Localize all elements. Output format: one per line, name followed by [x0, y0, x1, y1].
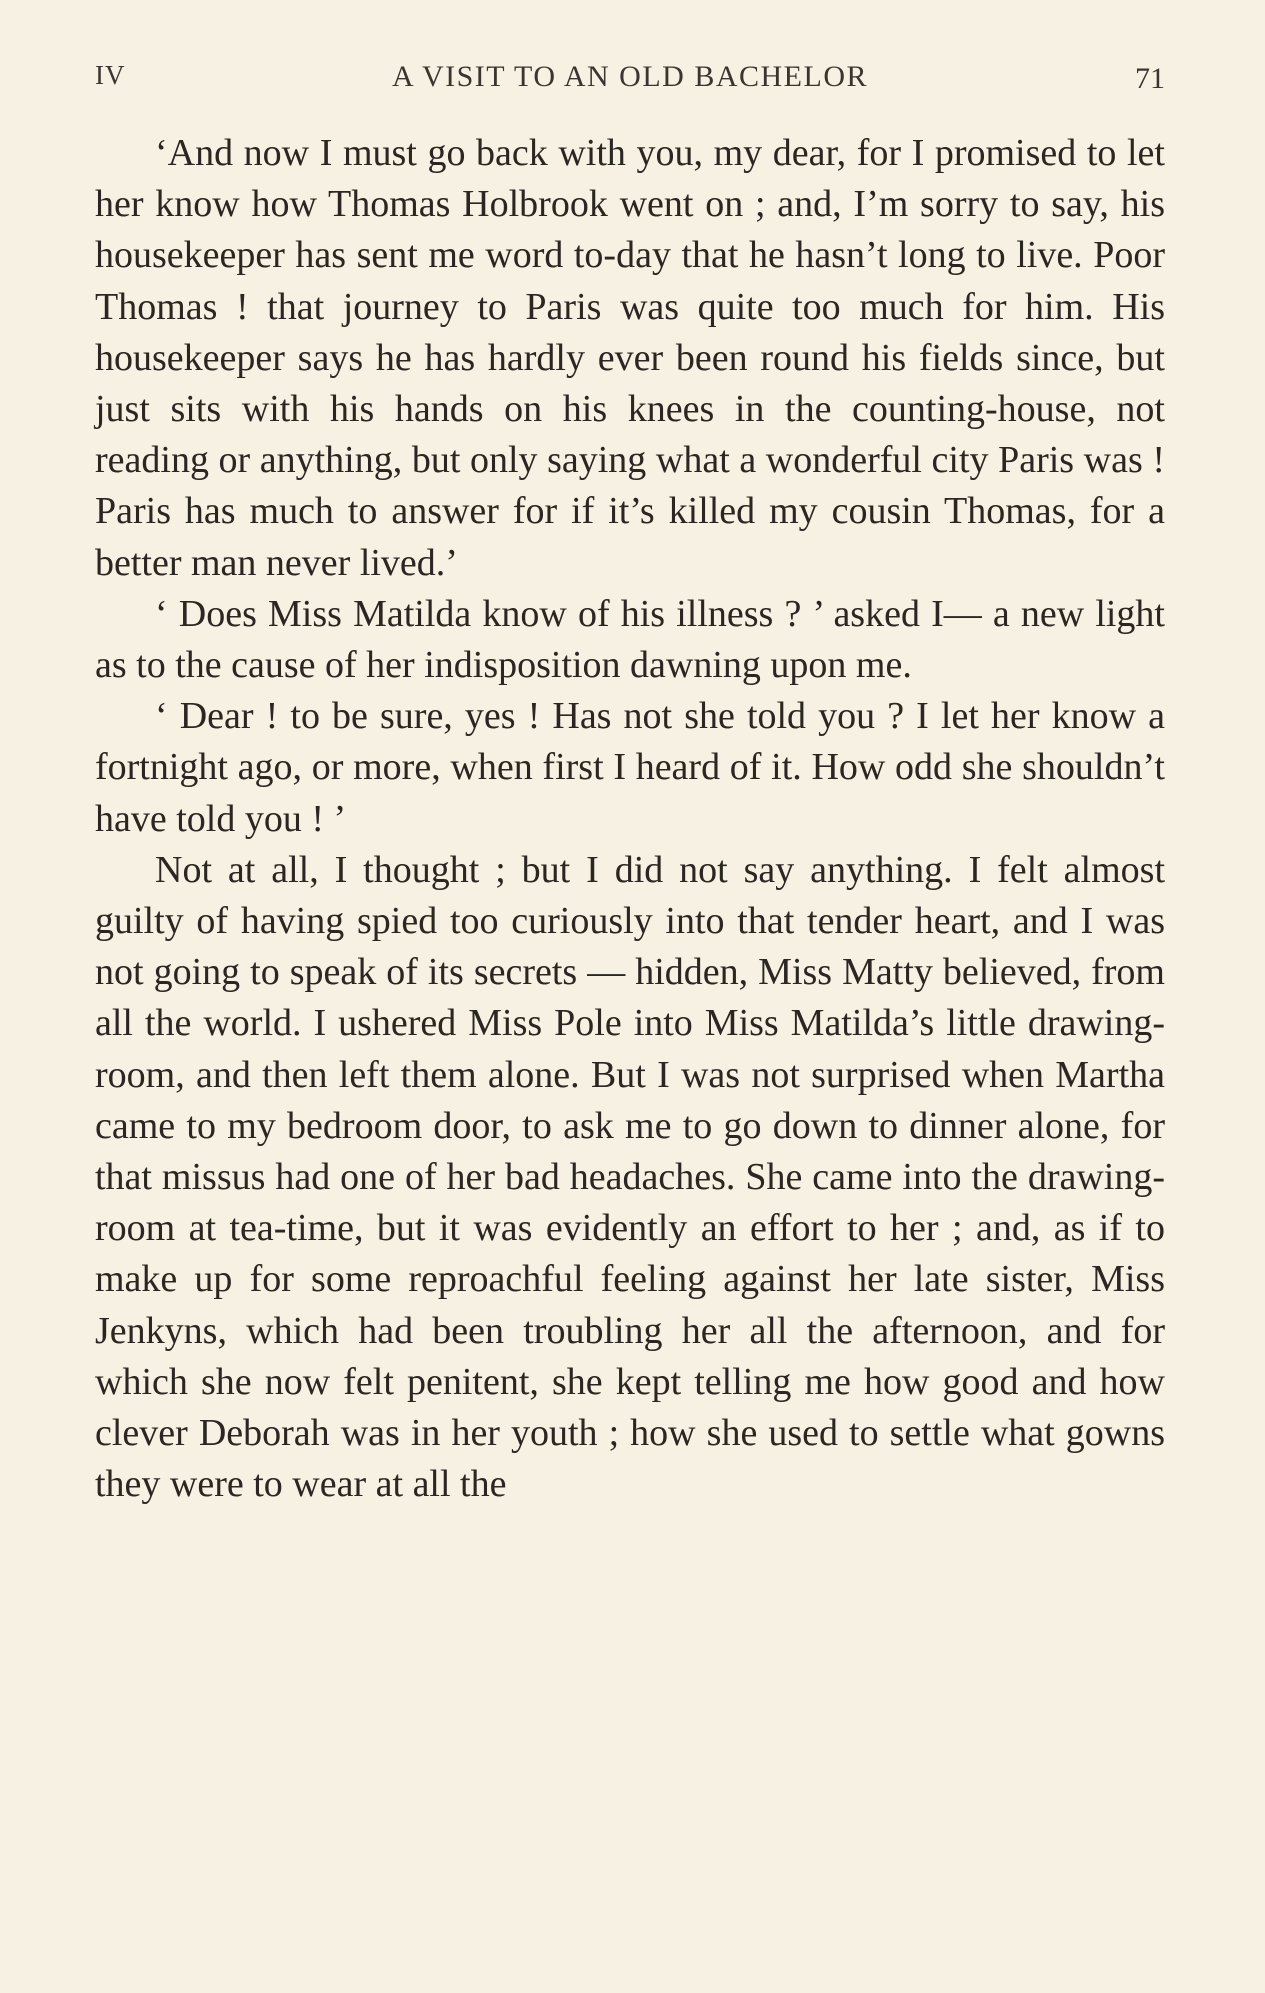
body-text: [95, 128, 1165, 1510]
paragraph: ‘ Dear ! to be sure, yes ! Has not she told you ? I let her know a fortnight ago, or more, when first I heard of it. How odd she shouldn’t have told you ! ’: [95, 695, 1165, 840]
paragraph: ‘And now I must go back with you, my dear, for I promised to let her know how Thomas Holbrook went on ; and, I’m sorry to say, his housekeeper has sent me word to-day that he hasn’t long to live. Poor Thomas ! that journey to Paris was quite too much for him. His housekeeper says he has hardly ever been round his fields since, but just sits with his hands on his knees in the counting-house, not reading or anything, but only saying what a wonderful city Paris was ! Paris has much to answer for if it’s killed my cousin Thomas, for a better man never lived.’: [95, 132, 1165, 584]
running-head: [95, 56, 1165, 106]
paragraph: ‘ Does Miss Matilda know of his illness ? ’ asked I— a new light as to the cause of her indisposition dawning upon me.: [95, 592, 1165, 687]
chapter-title: A VISIT TO AN OLD BACHELOR: [392, 60, 868, 93]
paragraph: Not at all, I thought ; but I did not say anything. I felt almost guilty of having spied too curiously into that tender heart, and I was not going to speak of its secrets — hidden, Miss Matty believed, from all the world. I ushered Miss Pole into Miss Matilda’s little drawing-room, and then left them alone. But I was not surprised when Martha came to my bedroom door, to ask me to go down to dinner alone, for that missus had one of her bad headaches. She came into the drawing-room at tea-time, but it was evidently an effort to her ; and, as if to make up for some reproachful feeling against her late sister, Miss Jenkyns, which had been troubling her all the afternoon, and for which she now felt penitent, she kept telling me how good and how clever Deborah was in her youth ; how she used to settle what gowns they were to wear at all the: [95, 848, 1165, 1506]
chapter-number: IV: [95, 60, 126, 90]
page-number: 71: [1135, 62, 1165, 95]
